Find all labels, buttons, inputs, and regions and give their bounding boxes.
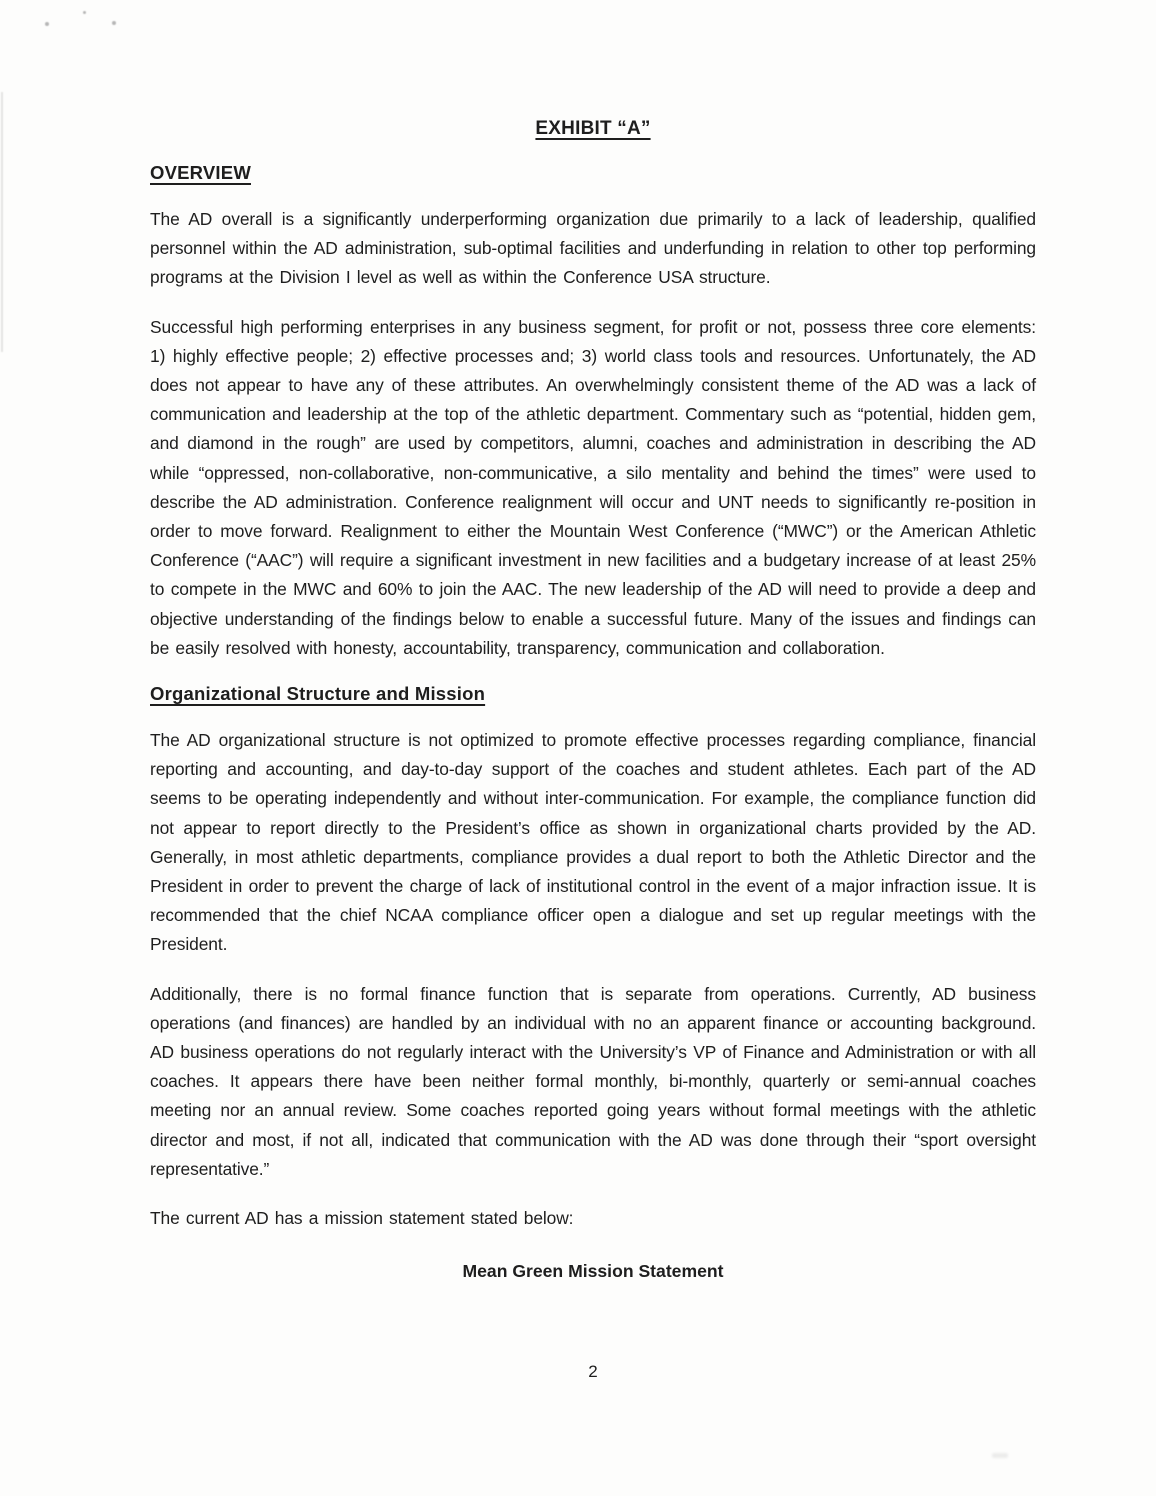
page-number: 2 [588,1362,598,1381]
overview-paragraph-1: The AD overall is a significantly underperforming organization due primarily to a lack of leadership, qualified personnel within the AD administration, sub-optimal facilities and underfunding in relation to other top performing programs at the Division I level as well as within the Conference USA structure. [150,209,1036,288]
exhibit-title [150,118,1036,140]
scan-artifact-dot [112,21,116,25]
section-heading-overview [150,162,1036,184]
section-heading-overview-text: OVERVIEW [150,162,251,183]
section-heading-org-structure [150,683,1036,705]
scan-artifact-dot [45,22,49,26]
section-heading-org-structure-text: Organizational Structure and Mission [150,683,486,705]
scan-artifact-smudge [992,1453,1008,1458]
exhibit-title-text: EXHIBIT “A” [535,118,651,139]
scan-artifact-dot [83,11,86,14]
scan-artifact-edge-line [1,92,3,352]
mission-statement-heading: Mean Green Mission Statement [462,1261,724,1282]
org-structure-paragraph-1: The AD organizational structure is not optimized to promote effective processes regarding compliance, financial reporting and accounting, and day-to-day support of the coaches and student athletes. Each part of the AD seems to be operating independently and without inter-communication. For example, the compliance function did not appear to report directly to the President’s office as shown in organizational charts provided by the AD. Generally, in most athletic departments, compliance provides a dual report to both the Athletic Director and the President in order to prevent the charge of lack of institutional control in the event of a major infraction issue. It is recommended that the chief NCAA compliance officer open a dialogue and set up regular meetings with the President. [150,730,1036,955]
document-body [150,118,1036,1282]
org-structure-paragraph-2: Additionally, there is no formal finance function that is separate from operations. Currently, AD business operations (and finances) are handled by an individual with no an apparent finance or accounting background. AD business operations do not regularly interact with the University’s VP of Finance and Administration or with all coaches. It appears there have been neither formal monthly, bi-monthly, quarterly or semi-annual coaches meeting nor an annual review. Some coaches reported going years without formal meetings with the athletic director and most, if not all, indicated that communication with the AD was done through their “sport oversight representative.” [150,983,1036,1179]
mission-intro-line: The current AD has a mission statement stated below: [150,1208,574,1229]
overview-paragraph-2: Successful high performing enterprises in any business segment, for profit or not, possess three core elements: 1) highly effective people; 2) effective processes and; 3) world class tools and resources. Unfortunately, the AD does not appear to have any of these attributes. An overwhelmingly consistent theme of the AD was a lack of communication and leadership at the top of the athletic department. Commentary such as “potential, hidden gem, and diamond in the rough” are used by competitors, alumni, coaches and administration in describing the AD while “oppressed, non-collaborative, non-communicative, a silo mentality and behind the times” were used to describe the AD administration. Conference realignment will occur and UNT needs to significantly re-position in order to move forward. Realignment to either the Mountain West Conference (“MWC”) or the American Athletic Conference (“AAC”) will require a significant investment in new facilities and a budgetary increase of at least 25% to compete in the MWC and 60% to join the AAC. The new leadership of the AD will need to provide a deep and objective understanding of the findings below to enable a successful future. Many of the issues and findings can be easily resolved with honesty, accountability, transparency, communication and collaboration. [150,316,1036,658]
